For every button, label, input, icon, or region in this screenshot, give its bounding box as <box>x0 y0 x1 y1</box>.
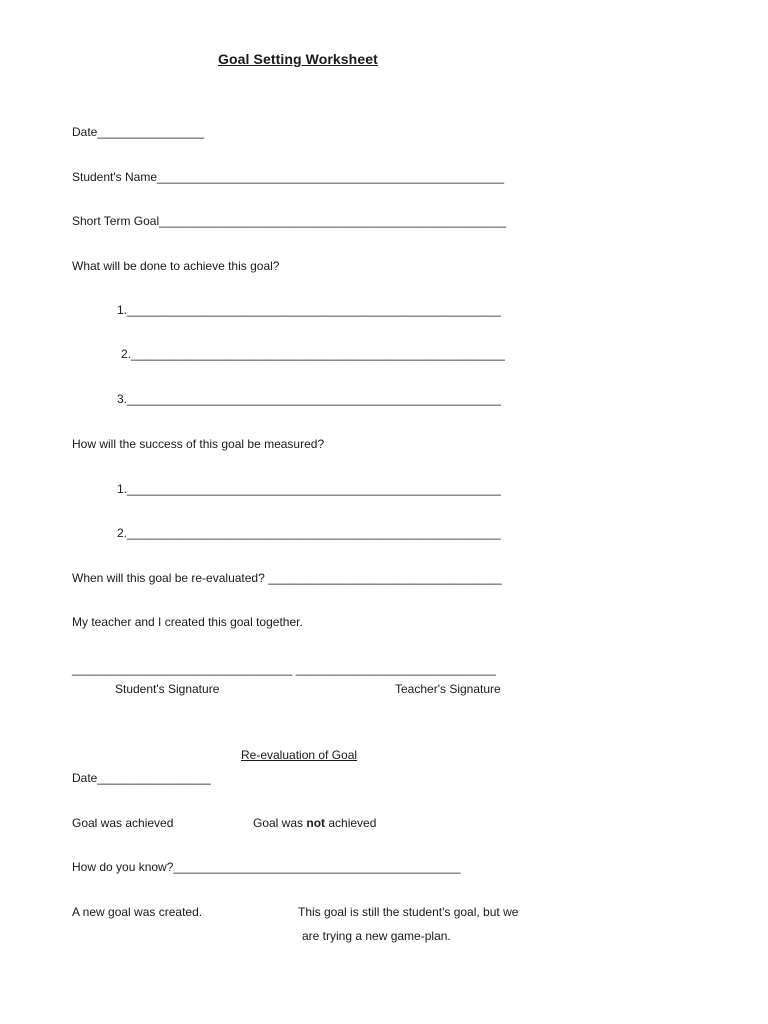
goal-not-achieved-option[interactable] <box>253 816 376 830</box>
reevaluation-date-field[interactable]: Date_________________ <box>72 771 211 785</box>
achieve-item-3-field[interactable]: 3.________________________________________________________ <box>117 392 501 406</box>
measure-item-1-field[interactable]: 1.________________________________________________________ <box>117 482 501 496</box>
reevaluation-heading: Re-evaluation of Goal <box>241 748 358 762</box>
still-goal-option-line-1[interactable]: This goal is still the student's goal, but we <box>298 905 519 919</box>
teacher-signature-label: Teacher's Signature <box>395 682 501 696</box>
achieve-item-1-field[interactable]: 1.________________________________________________________ <box>117 303 501 317</box>
together-statement: My teacher and I created this goal together. <box>72 615 303 629</box>
how-do-you-know-field[interactable]: How do you know?___________________________________________ <box>72 860 461 874</box>
student-signature-label: Student's Signature <box>115 682 220 696</box>
signature-lines[interactable]: _________________________________ ______________________________ <box>72 662 496 676</box>
measure-question: How will the success of this goal be measured? <box>72 437 325 451</box>
not-achieved-bold: not <box>306 816 326 830</box>
measure-item-2-field[interactable]: 2.________________________________________________________ <box>117 526 501 540</box>
student-name-field[interactable]: Student's Name____________________________________________________ <box>72 170 505 184</box>
not-achieved-suffix: achieved <box>325 816 377 830</box>
achieve-question: What will be done to achieve this goal? <box>72 259 280 273</box>
still-goal-option-line-2: are trying a new game-plan. <box>302 929 451 943</box>
date-field[interactable]: Date________________ <box>72 125 205 139</box>
not-achieved-prefix: Goal was <box>253 816 307 830</box>
short-term-goal-field[interactable]: Short Term Goal____________________________________________________ <box>72 214 507 228</box>
reevaluate-date-field[interactable]: When will this goal be re-evaluated? ___________________________________ <box>72 571 502 585</box>
new-goal-option[interactable]: A new goal was created. <box>72 905 203 919</box>
worksheet-title: Goal Setting Worksheet <box>218 51 378 67</box>
achieve-item-2-field[interactable]: 2.________________________________________________________ <box>121 347 505 361</box>
goal-achieved-option[interactable]: Goal was achieved <box>72 816 174 830</box>
